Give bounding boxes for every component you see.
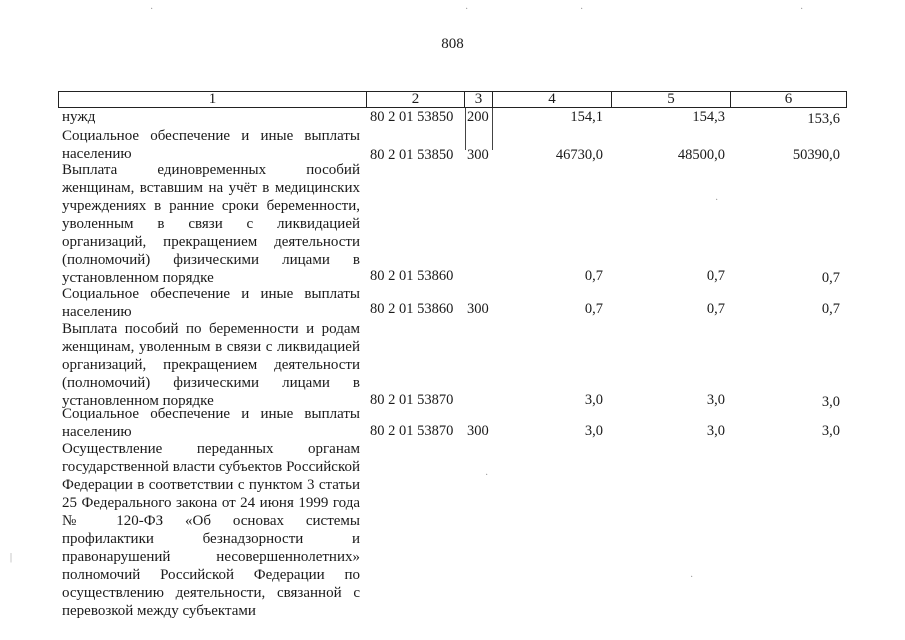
row-value-col4: 154,1	[570, 109, 603, 125]
row-description: нужд	[62, 109, 96, 125]
column-header-5: 5	[667, 91, 675, 107]
row-code: 80 2 01 53850	[370, 109, 454, 125]
row-value-col4: 46730,0	[555, 147, 603, 163]
column-header-2: 2	[411, 91, 420, 107]
scan-speck: ·	[465, 4, 469, 15]
row-value-col6: 3,0	[821, 423, 840, 439]
row-code: 80 2 01 53860	[370, 268, 454, 284]
row-value-col4: 0,7	[584, 301, 603, 317]
row-value-col5: 48500,0	[677, 147, 725, 163]
row-value-col6: 153,6	[807, 111, 840, 127]
column-header-6: 6	[784, 91, 793, 107]
row-value-col4: 0,7	[584, 268, 603, 284]
row-value-col6: 3,0	[821, 394, 840, 410]
row-description: Осуществление переданных органам государственной власти субъектов Российской Федерации в соответствии с пунктом 3 статьи 25 Федерального закона от 24 июня 1999 года № 120-ФЗ «Об основах системы профилактики безнадзорности и правонарушений несовершеннолетних» полномочий Российской Федерации по осуществлению деятельности, связанной с перевозкой между субъектами	[62, 441, 360, 619]
table-header-row	[58, 91, 847, 108]
row-code: 80 2 01 53870	[370, 423, 454, 439]
row-description: Выплата пособий по беременности и родам женщинам, уволенным в связи с ликвидацией организаций, прекращением деятельности (полномочий) физическими лицами в установленном порядке	[62, 321, 360, 409]
scan-speck: ·	[715, 195, 719, 206]
row-value-col5: 0,7	[706, 268, 725, 284]
scan-speck: ·	[690, 572, 694, 583]
row-code: 80 2 01 53850	[370, 147, 454, 163]
row-code: 80 2 01 53860	[370, 301, 454, 317]
scan-speck: ·	[150, 4, 154, 15]
row-value-col5: 154,3	[692, 109, 725, 125]
row-value-col6: 50390,0	[792, 147, 840, 163]
scan-speck: |	[10, 552, 13, 563]
scan-speck: ·	[800, 4, 804, 15]
table-body	[0, 108, 905, 640]
row-expense-type: 200	[467, 109, 489, 125]
row-code: 80 2 01 53870	[370, 392, 454, 408]
row-description: Выплата единовременных пособий женщинам, вставшим на учёт в медицинских учреждениях в ранние сроки беременности, уволенным в связи с ликвидацией организаций, прекращением деятельности (полномочий) физическими лицами в установленном порядке	[62, 162, 360, 286]
page-number: 808	[441, 36, 464, 52]
row-description: Социальное обеспечение и иные выплаты населению	[62, 406, 360, 440]
row-expense-type: 300	[467, 423, 489, 439]
row-value-col6: 0,7	[821, 270, 840, 286]
row-value-col5: 3,0	[706, 423, 725, 439]
row-value-col5: 0,7	[706, 301, 725, 317]
row-description: Социальное обеспечение и иные выплаты населению	[62, 286, 360, 320]
column-header-3: 3	[474, 91, 483, 107]
row-value-col6: 0,7	[821, 301, 840, 317]
column-header-4: 4	[548, 91, 556, 107]
row-value-col4: 3,0	[584, 423, 603, 439]
column-header-1: 1	[208, 91, 217, 107]
row-description: Социальное обеспечение и иные выплаты населению	[62, 128, 360, 162]
row-value-col5: 3,0	[706, 392, 725, 408]
row-expense-type: 300	[467, 147, 489, 163]
row-expense-type: 300	[467, 301, 489, 317]
scan-speck: ·	[580, 4, 584, 15]
row-value-col4: 3,0	[584, 392, 603, 408]
scan-speck: ·	[485, 470, 489, 481]
